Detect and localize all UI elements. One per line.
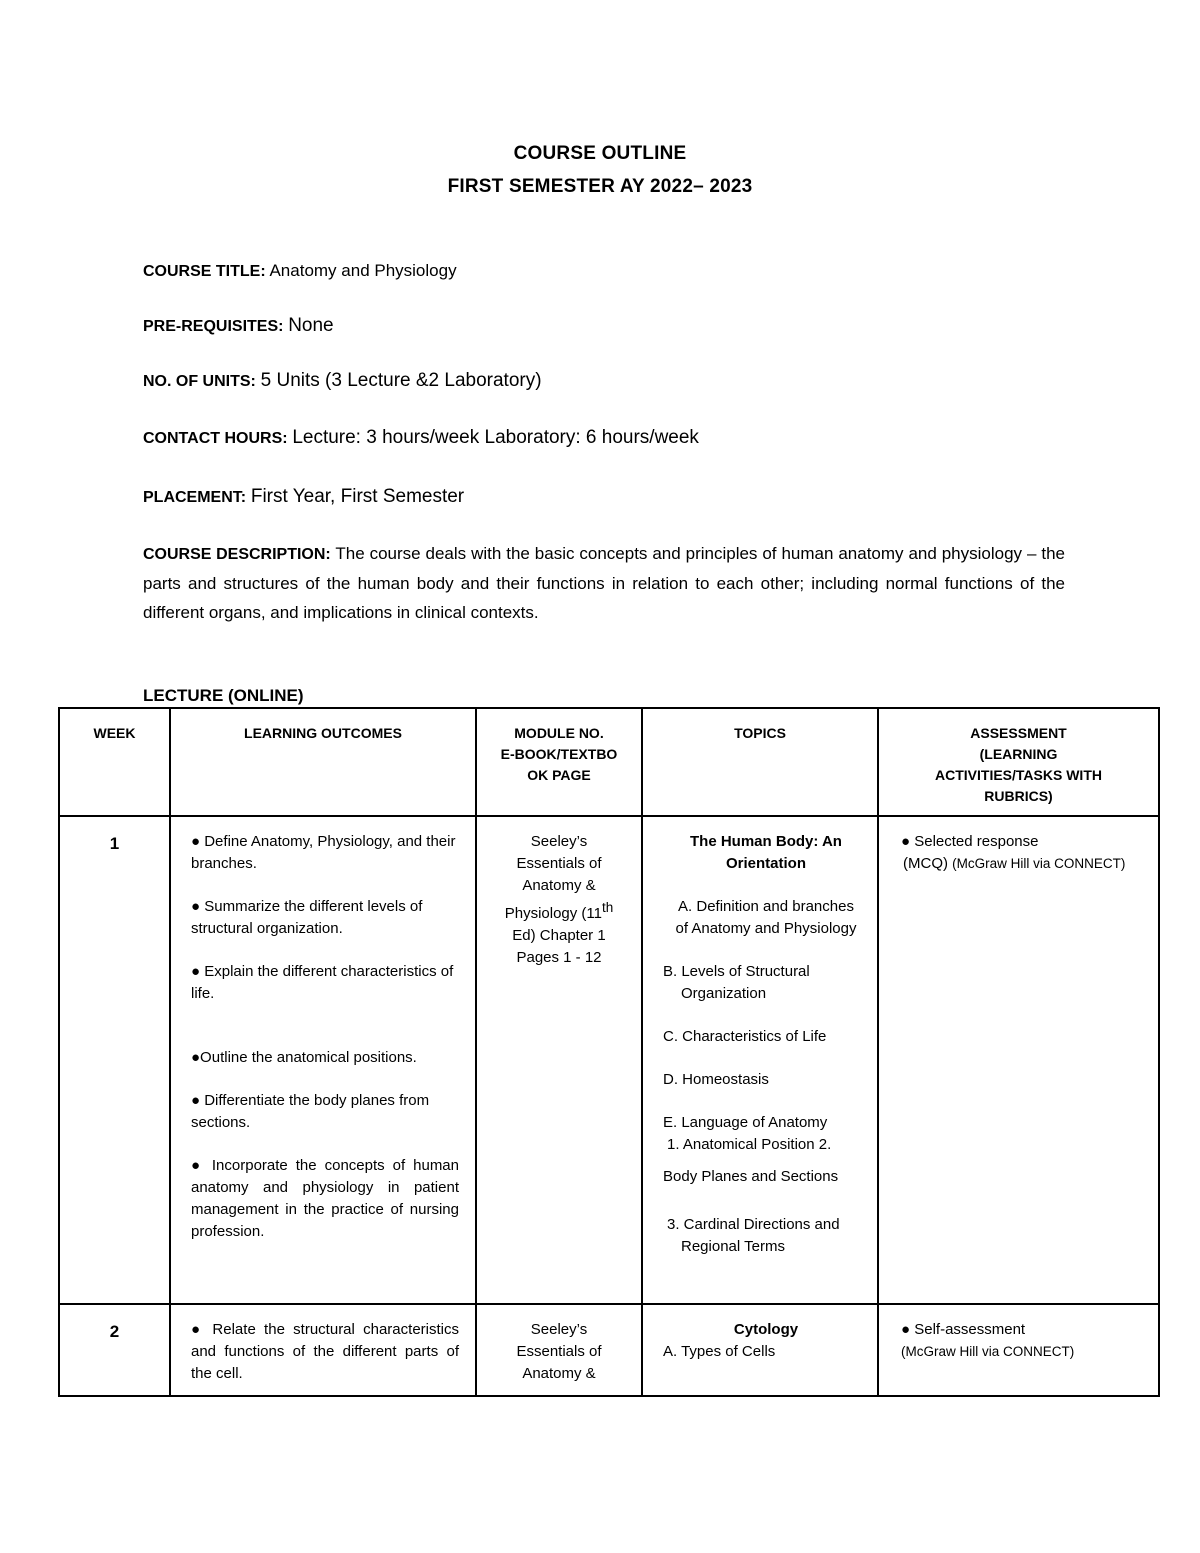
topic-line: 3. Cardinal Directions and [667, 1216, 840, 1233]
placement-value: First Year, First Semester [250, 486, 465, 507]
module-line: Seeley’s [530, 833, 588, 850]
header-module-line: MODULE NO. [514, 725, 604, 741]
prerequisites-label: PRE-REQUISITES: [143, 318, 284, 335]
module-sup: th [602, 900, 614, 915]
topics-cell [642, 816, 878, 1304]
module-line: Anatomy & [522, 1365, 596, 1382]
table-header-row [59, 708, 1159, 816]
document-title: COURSE OUTLINE [513, 143, 687, 164]
course-title-field [143, 261, 457, 281]
course-description-label: COURSE DESCRIPTION: [143, 546, 331, 563]
assessment-cell [878, 1304, 1159, 1396]
document-subtitle: FIRST SEMESTER AY 2022– 2023 [447, 176, 753, 197]
prerequisites-field [143, 315, 334, 337]
header-module-line: E-BOOK/TEXTBO [500, 746, 618, 762]
course-title-value: Anatomy and Physiology [269, 261, 457, 280]
outcome-item: ● Relate the structural characteristics and functions of the different parts of the cell. [191, 1321, 459, 1382]
units-value: 5 Units (3 Lecture &2 Laboratory) [260, 370, 542, 391]
module-line: Anatomy & [522, 877, 596, 894]
outcome-item: ● Summarize the different levels of structural organization. [191, 898, 423, 937]
topic-item [663, 961, 869, 1005]
assessment-line: ● Self-assessment [901, 1321, 1026, 1338]
module-cell [476, 816, 642, 1304]
header-module [476, 708, 642, 816]
placement-field [143, 486, 464, 508]
module-line: Pages 1 - 12 [516, 949, 602, 966]
lecture-section-label: LECTURE (ONLINE) [143, 686, 304, 705]
topic-item [663, 1112, 869, 1156]
topics-cell [642, 1304, 878, 1396]
outcome-item: ●Outline the anatomical positions. [191, 1049, 417, 1066]
outcome-item: ● Explain the different characteristics of life. [191, 963, 454, 1002]
header-topics: TOPICS [642, 708, 878, 816]
topic-item: D. Homeostasis [663, 1071, 769, 1088]
table-row [59, 1304, 1159, 1396]
topic-line: of Anatomy and Physiology [675, 920, 857, 937]
module-line: Essentials of [516, 855, 602, 872]
topic-line: Regional Terms [681, 1238, 785, 1255]
header-week: WEEK [59, 708, 170, 816]
placement-label: PLACEMENT: [143, 489, 247, 506]
prerequisites-value: None [288, 315, 334, 336]
outcomes-cell [170, 816, 476, 1304]
contact-hours-field [143, 427, 699, 449]
topic-item: A. Types of Cells [663, 1343, 776, 1360]
outcome-item: ● Incorporate the concepts of human anatomy and physiology in patient management in the practice of nursing profession. [191, 1157, 459, 1240]
outcomes-cell [170, 1304, 476, 1396]
table-row [59, 816, 1159, 1304]
header-module-line: OK PAGE [527, 767, 591, 783]
contact-hours-value: Lecture: 3 hours/week Laboratory: 6 hours/week [292, 427, 699, 448]
course-outline-table [58, 707, 1160, 1397]
units-field [143, 370, 542, 392]
assessment-cell [878, 816, 1159, 1304]
topic-heading: The Human Body: An Orientation [690, 833, 842, 872]
outcome-item: ● Define Anatomy, Physiology, and their branches. [191, 833, 456, 872]
course-title-label: COURSE TITLE: [143, 263, 266, 280]
module-line: Ed) Chapter 1 [512, 927, 606, 944]
units-label: NO. OF UNITS: [143, 373, 256, 390]
contact-hours-label: CONTACT HOURS: [143, 430, 288, 447]
header-assessment-line: ACTIVITIES/TASKS WITH [935, 767, 1102, 783]
topic-line: E. Language of Anatomy [663, 1114, 828, 1131]
header-assessment-line: (LEARNING [979, 746, 1058, 762]
assessment-line-wrap [901, 853, 1150, 875]
course-description [143, 539, 1065, 627]
assessment-note: (McGraw Hill via CONNECT) [901, 1344, 1075, 1359]
topic-item: Body Planes and Sections [663, 1168, 839, 1185]
header-learning-outcomes: LEARNING OUTCOMES [170, 708, 476, 816]
assessment-line: ● Selected response [901, 833, 1039, 850]
header-assessment [878, 708, 1159, 816]
week-cell: 2 [59, 1304, 170, 1396]
header-assessment-line: ASSESSMENT [970, 725, 1067, 741]
course-description-text: The course deals with the basic concepts and principles of human anatomy and physiology – the parts and structures of the human body and their functions in relation to each other; including normal functions of the different organs, and implications in clinical contexts. [143, 544, 1065, 622]
assessment-line: (MCQ) [903, 855, 948, 872]
topic-item [663, 896, 869, 940]
topic-line: B. Levels of Structural [663, 963, 810, 980]
outcome-item: ● Differentiate the body planes from sections. [191, 1092, 430, 1131]
module-line: Seeley’s [530, 1321, 588, 1338]
topic-line: 1. Anatomical Position 2. [667, 1136, 832, 1153]
topic-heading: Cytology [733, 1321, 799, 1338]
module-line: Essentials of [516, 1343, 602, 1360]
topic-line: Organization [681, 985, 767, 1002]
assessment-note: (McGraw Hill via CONNECT) [952, 856, 1126, 871]
module-line-edition [477, 897, 641, 925]
module-line: Physiology (11 [504, 905, 602, 922]
topic-line: A. Definition and branches [678, 898, 854, 915]
topic-item: C. Characteristics of Life [663, 1028, 827, 1045]
module-cell [476, 1304, 642, 1396]
topic-item [663, 1214, 869, 1258]
header-assessment-line: RUBRICS) [984, 788, 1053, 804]
week-cell: 1 [59, 816, 170, 1304]
